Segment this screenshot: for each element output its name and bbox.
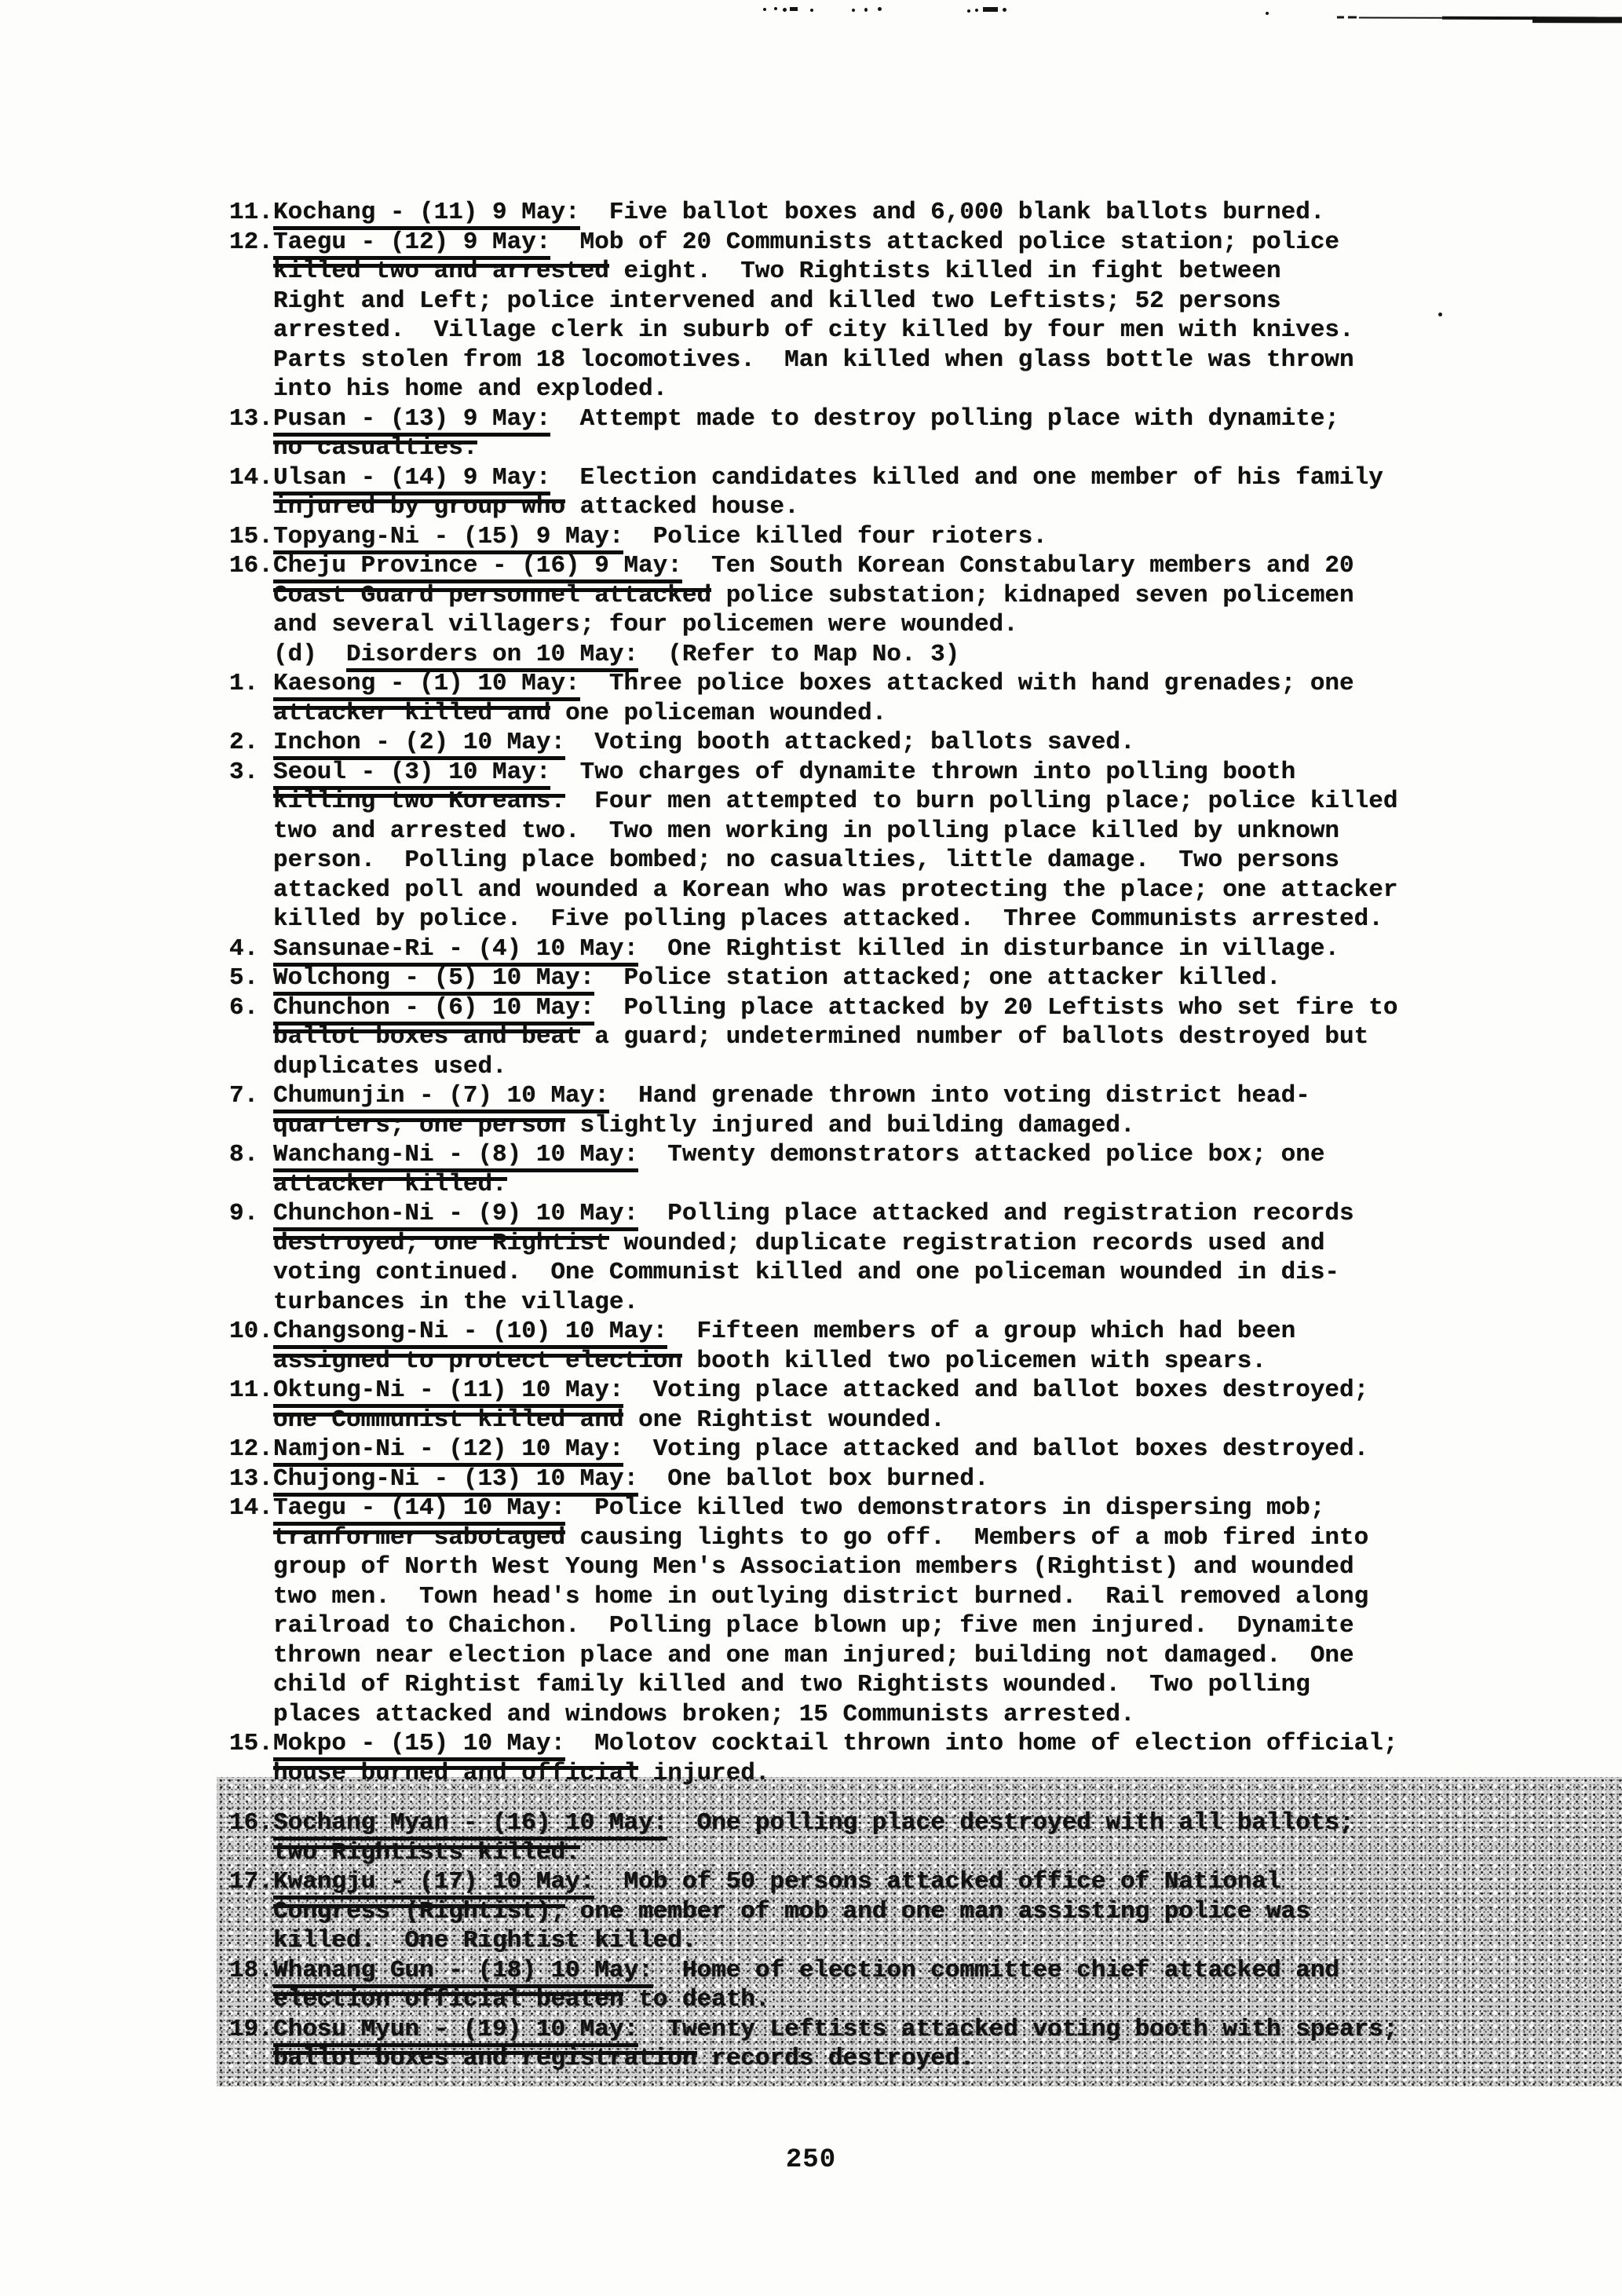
text-line (273, 345, 1622, 375)
text-segment: Police killed two demonstrators in dispersing mob; (565, 1494, 1325, 1522)
incident-item (229, 2015, 1622, 2074)
item-text (273, 404, 1622, 463)
text-line (273, 433, 1622, 463)
struck-text: destroyed; one Rightist (273, 1229, 609, 1257)
item-text (273, 993, 1622, 1082)
text-line (273, 1022, 1622, 1052)
item-number: 12. (229, 1435, 273, 1463)
item-text (273, 1317, 1622, 1376)
item-number: 12. (229, 228, 273, 256)
noisy-scan-section (217, 1777, 1622, 2086)
scan-artifact (1442, 16, 1536, 20)
incident-item (229, 228, 1622, 404)
item-number: 15. (229, 522, 273, 550)
text-segment: Two charges of dynamite thrown into polling booth (550, 758, 1296, 786)
incident-heading: Changsong-Ni - (10) 10 May: (273, 1318, 667, 1349)
item-number: 19. (229, 2015, 273, 2043)
text-line (273, 1317, 1622, 1347)
text-segment: attacked house. (565, 493, 799, 521)
incident-item (229, 1464, 1622, 1494)
item-number: 1. (229, 670, 259, 697)
text-segment: Four men attempted to burn polling place; police killed (565, 788, 1398, 815)
item-text (273, 1867, 1622, 1956)
text-line (273, 993, 1622, 1023)
text-segment: eight. Two Rightists killed in fight between (608, 258, 1281, 285)
text-segment: to death. (623, 1986, 770, 2013)
text-segment: duplicates used. (273, 1052, 507, 1080)
text-line (273, 1611, 1622, 1641)
item-text (273, 669, 1622, 728)
incident-heading: Disorders on 10 May: (346, 641, 638, 672)
item-text (273, 728, 1622, 758)
text-segment: causing lights to go off. Members of a mob fired into (565, 1523, 1369, 1552)
text-line (273, 1376, 1622, 1406)
text-line (273, 375, 1622, 404)
text-line (273, 1670, 1622, 1700)
incident-heading: Inchon - (2) 10 May: (273, 729, 565, 760)
text-line (273, 610, 1622, 640)
text-line (273, 1406, 1622, 1435)
incident-item (229, 522, 1622, 552)
text-line (273, 316, 1622, 345)
scan-artifact (1003, 8, 1006, 12)
struck-text: tranformer sabotaged (273, 1523, 566, 1552)
text-segment: killed by police. Five polling places attacked. Three Communists arrested. (273, 905, 1383, 933)
item-text (273, 1199, 1622, 1317)
item-text (273, 758, 1622, 934)
item-text (273, 198, 1622, 228)
struck-text: killed two and arrested (273, 258, 609, 285)
text-line (273, 1523, 1622, 1553)
struck-text: assigned to protect election (273, 1347, 682, 1375)
scan-artifact (864, 8, 868, 12)
incident-heading: Taegu - (14) 10 May: (273, 1494, 565, 1526)
struck-text: quarters; one person (273, 1111, 566, 1139)
scan-artifact (810, 9, 813, 12)
text-segment: two and arrested two. Two men working in polling place killed by unknown (273, 817, 1340, 845)
text-line (273, 669, 1622, 699)
text-line (273, 1170, 1622, 1200)
text-segment: Ten South Korean Constabulary members and 20 (681, 552, 1354, 579)
scan-artifact-line (0, 0, 1622, 4)
text-segment: records destroyed. (696, 2045, 974, 2072)
text-line (273, 1111, 1622, 1141)
text-segment: railroad to Chaichon. Polling place blown up; five men injured. Dynamite (273, 1612, 1354, 1640)
text-segment: attacked poll and wounded a Korean who was protecting the place; one attacker (273, 876, 1398, 904)
scan-artifact (1266, 12, 1269, 15)
struck-text: ballot boxes and beat (273, 1023, 580, 1051)
incident-item (229, 1808, 1622, 1867)
text-line (273, 2044, 1622, 2074)
text-line (273, 463, 1622, 493)
incident-heading: Chujong-Ni - (13) 10 May: (273, 1465, 638, 1497)
text-segment: group of North West Young Men's Association members (Rightist) and wounded (273, 1553, 1354, 1581)
item-text (273, 640, 1622, 670)
text-line (273, 2015, 1622, 2045)
incident-heading: Oktung-Ni - (11) 10 May: (273, 1377, 623, 1408)
text-segment: Election candidates killed and one member of his family (550, 463, 1383, 492)
text-segment: Parts stolen from 18 locomotives. Man killed when glass bottle was thrown (273, 345, 1354, 374)
text-line (273, 198, 1622, 228)
incident-item (229, 198, 1622, 228)
incident-item (229, 1140, 1622, 1199)
text-segment: Police station attacked; one attacker killed. (594, 964, 1281, 992)
text-line (273, 699, 1622, 729)
clean-scan-section (229, 198, 1622, 1788)
item-text (273, 1376, 1622, 1435)
text-line (273, 758, 1622, 788)
text-segment: turbances in the village. (273, 1288, 639, 1316)
struck-text: house burned and official (273, 1759, 639, 1787)
text-segment: (Refer to Map No. 3) (638, 640, 960, 668)
text-line (273, 404, 1622, 434)
item-text (273, 1808, 1622, 1867)
text-line (273, 1140, 1622, 1170)
text-segment: injured. (638, 1759, 770, 1787)
text-segment: places attacked and windows broken; 15 Communists arrested. (273, 1700, 1135, 1728)
struck-text: attacker killed and (273, 699, 551, 727)
text-segment: Polling place attacked and registration records (638, 1200, 1354, 1227)
text-segment: arrested. Village clerk in suburb of city killed by four men with knives. (273, 316, 1354, 344)
text-segment: Voting place attacked and ballot boxes destroyed. (623, 1435, 1369, 1463)
text-line (273, 1926, 1622, 1956)
struck-text: election official beaten (273, 1986, 624, 2013)
incident-heading: Kaesong - (1) 10 May: (273, 670, 580, 701)
item-number: 16. (229, 552, 273, 579)
item-text (273, 1729, 1622, 1788)
item-text (273, 228, 1622, 404)
text-line (273, 257, 1622, 287)
scan-artifact (967, 9, 970, 13)
text-line (273, 728, 1622, 758)
scan-artifact (1337, 16, 1344, 18)
incident-heading: Chunchon-Ni - (9) 10 May: (273, 1200, 638, 1231)
text-segment: Voting booth attacked; ballots saved. (565, 729, 1135, 756)
item-number (229, 640, 273, 670)
text-line (273, 876, 1622, 905)
incident-item (229, 1199, 1622, 1317)
incident-heading: Namjon-Ni - (12) 10 May: (273, 1435, 623, 1467)
incident-heading: Seoul - (3) 10 May: (273, 759, 550, 790)
text-line (273, 1052, 1622, 1082)
incident-heading: Ulsan - (14) 9 May: (273, 464, 550, 495)
incident-item (229, 640, 1622, 670)
incident-heading: Kwangju - (17) 10 May: (273, 1868, 594, 1899)
text-line (273, 492, 1622, 522)
item-number: 9. (229, 1200, 259, 1227)
text-line (273, 1897, 1622, 1927)
text-line (273, 787, 1622, 817)
text-segment: voting continued. One Communist killed and one policeman wounded in dis- (273, 1259, 1340, 1286)
struck-text: killing two Koreans. (273, 788, 566, 815)
text-line (273, 817, 1622, 846)
text-line (273, 1700, 1622, 1730)
item-number: 14. (229, 1494, 273, 1522)
incident-item (229, 404, 1622, 463)
text-segment: and several villagers; four policemen were wounded. (273, 611, 1018, 638)
text-segment: into his home and exploded. (273, 375, 668, 403)
text-segment: police substation; kidnaped seven policemen (711, 581, 1354, 609)
text-line (273, 1258, 1622, 1288)
text-segment: One Rightist killed in disturbance in village. (638, 934, 1340, 963)
text-segment: booth killed two policemen with spears. (681, 1347, 1267, 1375)
text-line (273, 1229, 1622, 1259)
incident-item (229, 1081, 1622, 1140)
incident-item (229, 1317, 1622, 1376)
text-segment: wounded; duplicate registration records used and (608, 1229, 1325, 1257)
scan-artifact (1359, 17, 1442, 19)
text-line (273, 846, 1622, 876)
item-text (273, 1435, 1622, 1464)
text-line (273, 551, 1622, 581)
scan-artifact (1532, 16, 1622, 23)
item-text (273, 1956, 1622, 2015)
struck-text: injured by group who (273, 493, 566, 521)
item-number: 3. (229, 758, 259, 786)
item-text (273, 934, 1622, 964)
item-number: 11. (229, 1377, 273, 1404)
text-segment: Molotov cocktail thrown into home of election official; (565, 1730, 1398, 1757)
text-line (273, 522, 1622, 552)
incident-item (229, 1493, 1622, 1729)
text-line (273, 963, 1622, 993)
text-line (273, 1435, 1622, 1464)
incident-heading: Topyang-Ni - (15) 9 May: (273, 523, 623, 554)
struck-text: no casualties. (273, 434, 478, 462)
text-segment: Mob of 50 persons attacked office of National (594, 1868, 1281, 1896)
struck-text: one Communist killed and (273, 1406, 624, 1434)
item-number: 6. (229, 993, 259, 1022)
struck-text: Congress (Rightist); (273, 1897, 566, 1925)
item-number: 17. (229, 1868, 273, 1896)
incident-heading: Pusan - (13) 9 May: (273, 405, 550, 437)
incident-item (229, 463, 1622, 522)
incident-heading: Chunchon - (6) 10 May: (273, 994, 594, 1026)
item-number: 8. (229, 1141, 259, 1168)
item-number: 10. (229, 1318, 273, 1345)
struck-text: Coast Guard personnel attacked (273, 581, 712, 609)
incident-item (229, 758, 1622, 934)
incident-heading: Kochang - (11) 9 May: (273, 199, 580, 230)
incident-heading: Mokpo - (15) 10 May: (273, 1730, 565, 1761)
incident-item (229, 934, 1622, 964)
text-line (273, 1867, 1622, 1897)
incident-item (229, 1435, 1622, 1464)
incident-heading: Cheju Province - (16) 9 May: (273, 552, 682, 583)
text-segment: a guard; undetermined number of ballots destroyed but (579, 1023, 1369, 1051)
text-segment: Five ballot boxes and 6,000 blank ballots burned. (579, 199, 1325, 226)
text-segment: slightly injured and building damaged. (565, 1111, 1135, 1139)
text-line (273, 1493, 1622, 1523)
text-line (273, 1808, 1622, 1838)
item-text (273, 522, 1622, 552)
item-text (273, 1493, 1622, 1729)
text-segment: child of Rightist family killed and two Rightists wounded. Two polling (273, 1671, 1310, 1698)
scan-artifact (783, 8, 787, 12)
incident-item (229, 1867, 1622, 1956)
item-text (273, 1464, 1622, 1494)
item-number: 18. (229, 1956, 273, 1984)
scan-artifact (790, 7, 798, 11)
document-body (229, 198, 1622, 2086)
incident-item (229, 1376, 1622, 1435)
item-text (273, 551, 1622, 640)
item-number: 7. (229, 1082, 259, 1110)
scan-artifact (774, 7, 777, 10)
text-segment: Twenty Leftists attacked voting booth with spears; (638, 2015, 1398, 2043)
item-number: 14. (229, 463, 273, 492)
text-segment: one member of mob and one man assisting police was (565, 1897, 1310, 1925)
text-segment: Right and Left; police intervened and killed two Leftists; 52 persons (273, 287, 1281, 315)
struck-text: ballot boxes and registration (273, 2045, 697, 2072)
incident-item (229, 669, 1622, 728)
scan-artifact (1348, 16, 1357, 18)
text-line (273, 905, 1622, 934)
text-line (273, 228, 1622, 258)
incident-item (229, 1956, 1622, 2015)
incident-item (229, 993, 1622, 1082)
scan-artifact (975, 9, 978, 12)
text-segment: Mob of 20 Communists attacked police station; police (550, 228, 1340, 256)
text-line (273, 1641, 1622, 1671)
item-text (273, 463, 1622, 522)
text-segment: Home of election committee chief attacked and (652, 1956, 1340, 1984)
text-line (273, 287, 1622, 316)
text-segment: Hand grenade thrown into voting district head- (608, 1082, 1310, 1110)
item-number: 11. (229, 199, 273, 226)
incident-heading: Sochang Myan - (16) 10 May: (273, 1809, 667, 1841)
incident-heading: Taegu - (12) 9 May: (273, 229, 550, 260)
text-line (273, 1347, 1622, 1377)
text-segment: Fifteen members of a group which had been (667, 1318, 1296, 1345)
scan-artifact (878, 7, 882, 11)
text-line (273, 581, 1622, 611)
text-line (273, 1838, 1622, 1868)
text-segment: two men. Town head's home in outlying district burned. Rail removed along (273, 1582, 1369, 1610)
text-line (273, 1582, 1622, 1612)
text-line (273, 1729, 1622, 1759)
incident-heading: Wolchong - (5) 10 May: (273, 964, 594, 996)
item-number: 5. (229, 964, 259, 992)
item-text (273, 1140, 1622, 1199)
text-segment: killed. One Rightist killed. (273, 1927, 697, 1954)
text-segment: Voting place attacked and ballot boxes destroyed; (623, 1377, 1369, 1404)
text-line (273, 1464, 1622, 1494)
text-line (273, 1759, 1622, 1789)
incident-item (229, 963, 1622, 993)
text-line (273, 640, 1622, 670)
scan-artifact (983, 7, 998, 12)
item-number: 13. (229, 404, 273, 433)
text-line (273, 1288, 1622, 1318)
text-segment: One ballot box burned. (638, 1464, 989, 1493)
text-segment: one policeman wounded. (550, 699, 887, 727)
text-segment: one Rightist wounded. (623, 1406, 945, 1434)
incident-item (229, 551, 1622, 640)
incident-heading: Sansunae-Ri - (4) 10 May: (273, 935, 638, 967)
incident-item (229, 728, 1622, 758)
text-segment: Three police boxes attacked with hand grenades; one (579, 670, 1354, 697)
text-segment: One polling place destroyed with all ballots; (667, 1809, 1354, 1837)
text-line (273, 1956, 1622, 1986)
struck-text: attacker killed. (273, 1170, 507, 1198)
text-segment: Polling place attacked by 20 Leftists who set fire to (594, 993, 1398, 1022)
scan-artifact (852, 9, 855, 12)
incident-heading: Chumunjin - (7) 10 May: (273, 1082, 609, 1113)
text-segment: Twenty demonstrators attacked police box; one (638, 1141, 1325, 1168)
item-text (273, 963, 1622, 993)
item-number: 13. (229, 1464, 273, 1493)
item-text (273, 2015, 1622, 2074)
incident-heading: Whanang Gun - (18) 10 May: (273, 1957, 653, 1988)
text-line (273, 1199, 1622, 1229)
text-line (273, 934, 1622, 964)
incident-item (229, 1729, 1622, 1788)
struck-text: two Rightists killed. (273, 1838, 580, 1866)
scan-artifact (763, 8, 766, 11)
incident-heading: Chosu Myun - (19) 10 May: (273, 2016, 638, 2047)
item-text (273, 1081, 1622, 1140)
text-segment: (d) (273, 640, 347, 668)
incident-heading: Wanchang-Ni - (8) 10 May: (273, 1141, 638, 1172)
text-line (273, 1081, 1622, 1111)
item-number: 4. (229, 934, 259, 963)
text-segment: Attempt made to destroy polling place with dynamite; (550, 404, 1340, 433)
item-number: 2. (229, 729, 259, 756)
text-line (273, 1985, 1622, 2015)
text-line (273, 1552, 1622, 1582)
text-segment: Police killed four rioters. (623, 522, 1047, 550)
item-number: 15. (229, 1730, 273, 1757)
item-number: 16. (229, 1809, 273, 1837)
text-segment: person. Polling place bombed; no casualties, little damage. Two persons (273, 846, 1340, 874)
text-segment: thrown near election place and one man injured; building not damaged. One (273, 1641, 1354, 1669)
page-number: 250 (785, 2145, 837, 2175)
